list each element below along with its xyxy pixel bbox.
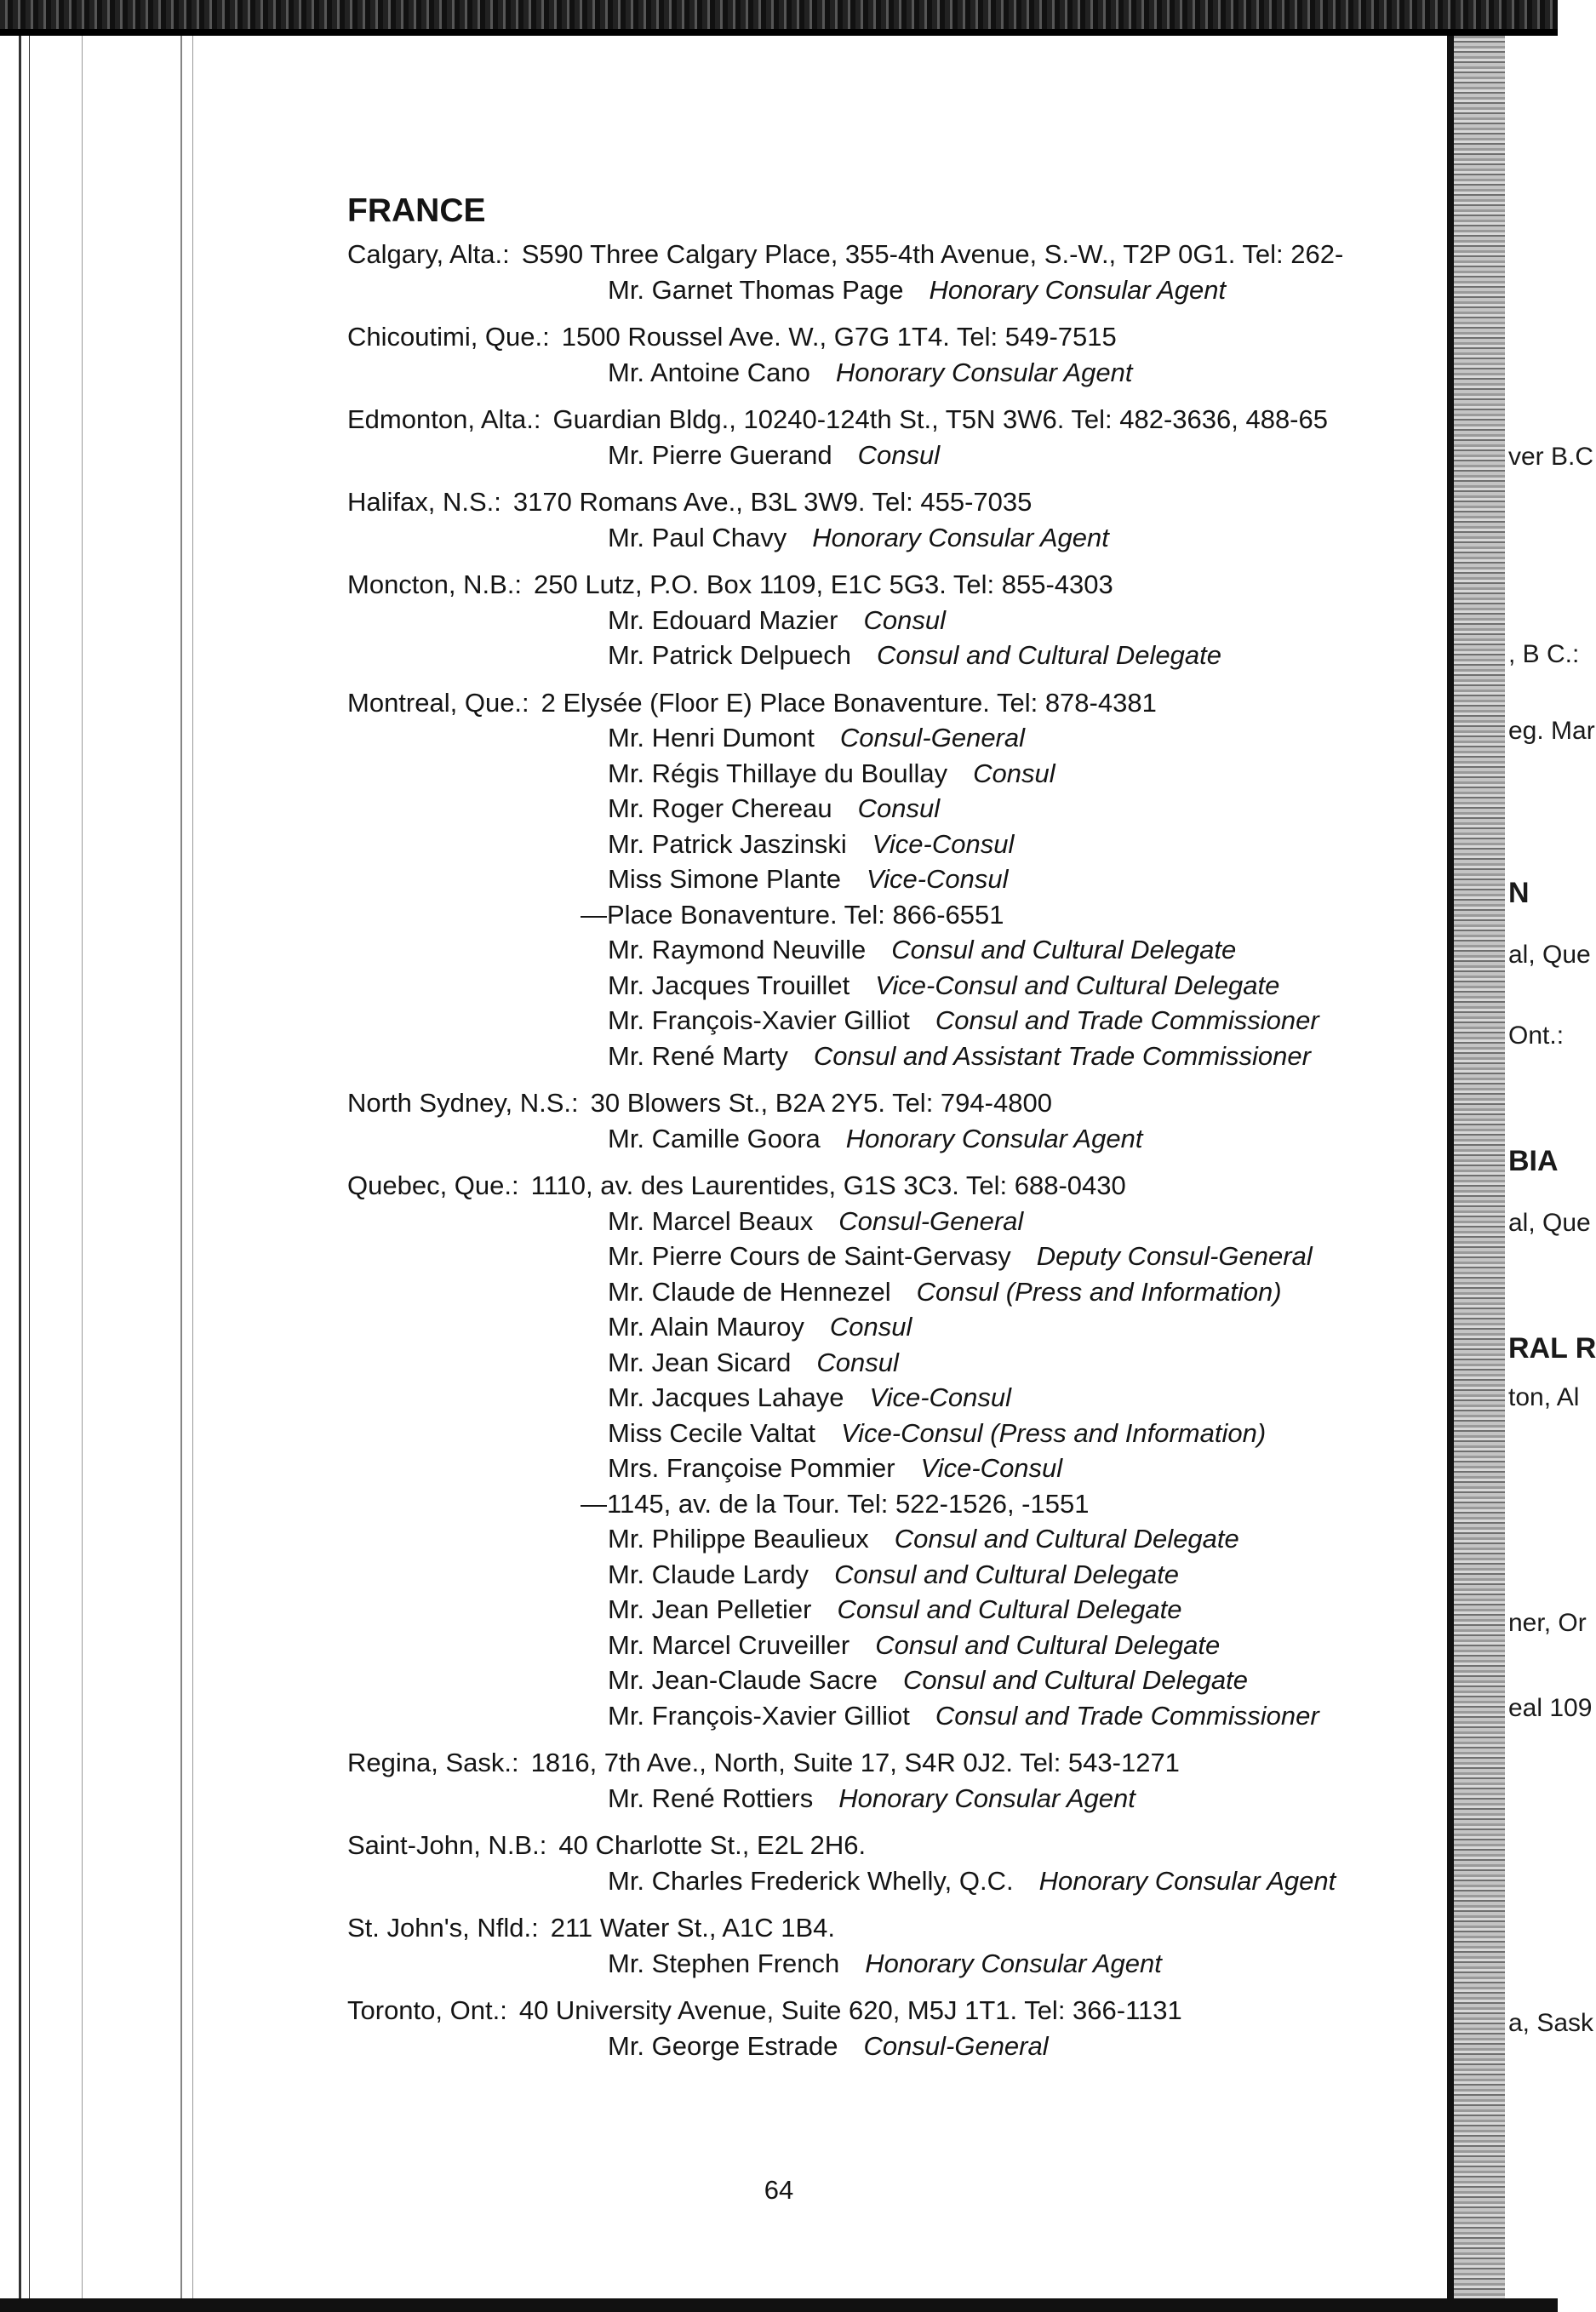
city-label: North Sydney, N.S.: [347,1088,579,1118]
official-row [347,932,1445,968]
consulate-entry [347,685,1445,1074]
official-name: Mr. François-Xavier Gilliot [608,1700,910,1731]
page-edge-shadow [1447,36,1454,2298]
official-role: Consul [857,439,941,470]
city-label: Saint-John, N.B.: [347,1830,547,1860]
consulate-entry [347,567,1445,673]
official-name: Mr. Jacques Trouillet [608,970,850,1000]
official-row [347,1781,1445,1817]
official-name: Mr. Garnet Thomas Page [608,274,904,305]
official-row [347,1628,1445,1663]
official-role: Vice-Consul (Press and Information) [841,1417,1267,1448]
official-row [347,1121,1445,1157]
consulate-address-row [347,567,1445,603]
consulate-address-row [347,1745,1445,1781]
consulate-address-row [347,1085,1445,1121]
official-role: Consul-General [839,723,1026,753]
city-label: Moncton, N.B.: [347,569,523,599]
official-row [347,756,1445,792]
city-label: Regina, Sask.: [347,1748,519,1777]
official-name: Mr. Antoine Cano [608,357,810,387]
official-row [347,791,1445,827]
official-row [347,603,1445,638]
address-text: 1500 Roussel Ave. W., G7G 1T4. Tel: 549-7515 [561,322,1117,352]
official-name: Mr. Jean Pelletier [608,1594,812,1624]
official-name: Mrs. Françoise Pommier [608,1453,895,1483]
official-name: Mr. Claude Lardy [608,1559,809,1589]
official-role: Honorary Consular Agent [845,1123,1143,1153]
official-row [347,1239,1445,1274]
official-role: Consul-General [863,2030,1049,2061]
consulate-address-row [347,319,1445,355]
official-row [347,1274,1445,1310]
official-role: Consul and Cultural Delegate [903,1665,1249,1695]
consulate-address-row [347,1993,1445,2029]
consulate-entry [347,1993,1445,2063]
official-name: Mr. Philippe Beaulieux [608,1524,869,1554]
official-role: Consul and Cultural Delegate [837,1594,1182,1624]
official-row [347,968,1445,1004]
sub-address-text: —Place Bonaventure. Tel: 866-6551 [581,899,1004,930]
address-text: 40 Charlotte St., E2L 2H6. [558,1830,867,1860]
official-name: Mr. René Rottiers [608,1783,814,1813]
city-label: Chicoutimi, Que.: [347,322,550,352]
city-label: Calgary, Alta.: [347,239,510,269]
consulate-entry [347,1085,1445,1156]
official-role: Honorary Consular Agent [838,1783,1136,1813]
adjacent-page-text: RAL R [1508,1332,1596,1365]
official-role: Consul [863,604,946,635]
official-row [347,720,1445,756]
section-title: FRANCE [347,192,486,229]
official-role: Consul and Assistant Trade Commissioner [813,1040,1311,1071]
official-name: Mr. Camille Goora [608,1123,821,1153]
consulate-entry [347,1828,1445,1898]
official-role: Vice-Consul [869,1382,1012,1412]
address-text: 1110, av. des Laurentides, G1S 3C3. Tel: 688-0430 [530,1170,1126,1200]
official-row [347,272,1445,308]
official-row [347,1039,1445,1074]
address-text: 2 Elysée (Floor E) Place Bonaventure. Tel: 878-4381 [541,687,1157,718]
official-name: Mr. François-Xavier Gilliot [608,1005,910,1035]
official-role: Honorary Consular Agent [835,357,1133,387]
city-label: Quebec, Que.: [347,1170,519,1200]
official-name: Mr. Roger Chereau [608,793,832,823]
official-name: Mr. Stephen French [608,1948,840,1978]
official-name: Mr. Raymond Neuville [608,935,867,964]
official-role: Consul [973,758,1055,788]
address-text: 3170 Romans Ave., B3L 3W9. Tel: 455-7035 [512,487,1033,517]
official-role: Honorary Consular Agent [865,1948,1162,1978]
official-row [347,638,1445,673]
official-name: Mr. René Marty [608,1040,788,1071]
adjacent-page-text: Ont.: [1508,1022,1565,1050]
city-label: Montreal, Que.: [347,687,529,718]
official-role: Vice-Consul and Cultural Delegate [875,970,1280,1000]
page-number: 64 [764,2175,794,2205]
official-role: Consul-General [838,1205,1024,1236]
consulate-entry [347,1910,1445,1981]
official-row [347,1521,1445,1557]
official-role: Consul [857,793,941,823]
official-row [347,355,1445,391]
official-name: Mr. Jean-Claude Sacre [608,1665,878,1695]
address-text: S590 Three Calgary Place, 355-4th Avenue, S.-W., T2P 0G1. Tel: 262- [521,239,1344,269]
official-name: Mr. Régis Thillaye du Boullay [608,758,948,788]
official-name: Mr. Claude de Hennezel [608,1276,891,1307]
city-label: Toronto, Ont.: [347,1995,507,2025]
official-role: Consul and Cultural Delegate [891,935,1237,964]
address-text: 40 University Avenue, Suite 620, M5J 1T1. Tel: 366-1131 [518,1995,1182,2025]
official-name: Mr. George Estrade [608,2030,838,2061]
adjacent-page-text: BIA [1508,1145,1559,1177]
city-label: Halifax, N.S.: [347,487,501,517]
official-row [347,1204,1445,1239]
official-name: Mr. Henri Dumont [608,723,815,753]
adjacent-page-text: ner, Or [1508,1609,1587,1637]
official-name: Mr. Jacques Lahaye [608,1382,844,1412]
official-row [347,861,1445,897]
scan-top-border [0,0,1558,36]
official-name: Mr. Patrick Jaszinski [608,828,847,859]
address-text: 30 Blowers St., B2A 2Y5. Tel: 794-4800 [590,1088,1052,1118]
city-label: St. John's, Nfld.: [347,1913,539,1943]
city-label: Edmonton, Alta.: [347,404,541,434]
official-name: Mr. Marcel Beaux [608,1205,814,1236]
official-name: Miss Simone Plante [608,864,841,894]
adjacent-page-text: al, Que [1508,941,1591,969]
official-row [347,1380,1445,1416]
official-role: Honorary Consular Agent [1038,1865,1336,1896]
official-name: Mr. Charles Frederick Whelly, Q.C. [608,1865,1014,1896]
consulate-address-row [347,1828,1445,1863]
official-role: Honorary Consular Agent [812,522,1109,552]
official-role: Consul (Press and Information) [916,1276,1282,1307]
consulate-entry [347,484,1445,555]
official-role: Vice-Consul [866,864,1009,894]
consulate-address-row [347,1910,1445,1946]
official-role: Consul and Cultural Delegate [894,1524,1239,1554]
official-role: Consul [816,1347,899,1377]
official-name: Mr. Pierre Guerand [608,439,832,470]
official-role: Vice-Consul [872,828,1015,859]
official-name: Mr. Pierre Cours de Saint-Gervasy [608,1241,1011,1271]
official-role: Consul and Cultural Delegate [877,640,1221,670]
official-row [347,438,1445,473]
sub-address-text: —1145, av. de la Tour. Tel: 522-1526, -1551 [581,1488,1090,1519]
sub-address-row [347,897,1445,933]
official-role: Consul and Cultural Delegate [834,1559,1180,1589]
official-role: Honorary Consular Agent [929,274,1227,305]
official-row [347,1416,1445,1451]
official-name: Mr. Alain Mauroy [608,1312,804,1342]
consulate-entry [347,319,1445,390]
address-text: 1816, 7th Ave., North, Suite 17, S4R 0J2. Tel: 543-1271 [530,1748,1180,1777]
official-name: Mr. Paul Chavy [608,522,787,552]
official-name: Miss Cecile Valtat [608,1417,816,1448]
address-text: Guardian Bldg., 10240-124th St., T5N 3W6. Tel: 482-3636, 488-65 [552,404,1328,434]
consulate-address-row [347,1168,1445,1204]
official-role: Consul and Trade Commissioner [935,1005,1319,1035]
adjacent-page-text: eg. Mar [1508,717,1595,745]
official-role: Deputy Consul-General [1036,1241,1313,1271]
official-name: Mr. Marcel Cruveiller [608,1629,850,1660]
consulate-entry [347,1745,1445,1816]
consulate-address-row [347,237,1445,272]
consulate-entry [347,237,1445,307]
address-text: 211 Water St., A1C 1B4. [550,1913,836,1943]
page-gutter-noise [1454,36,1505,2298]
official-row [347,520,1445,556]
adjacent-page-text: eal 109 [1508,1694,1593,1722]
consulate-entry [347,402,1445,472]
consulate-address-row [347,402,1445,438]
official-role: Consul and Cultural Delegate [875,1629,1221,1660]
consulate-address-row [347,685,1445,721]
official-row [347,1003,1445,1039]
document-body [347,187,1445,2075]
official-row [347,1592,1445,1628]
official-row [347,1698,1445,1734]
official-name: Mr. Patrick Delpuech [608,640,851,670]
official-name: Mr. Edouard Mazier [608,604,838,635]
official-name: Mr. Jean Sicard [608,1347,792,1377]
address-text: 250 Lutz, P.O. Box 1109, E1C 5G3. Tel: 855-4303 [534,569,1113,599]
sub-address-row [347,1486,1445,1522]
consulate-address-row [347,484,1445,520]
official-row [347,827,1445,862]
official-row [347,1557,1445,1593]
official-row [347,1863,1445,1899]
official-row [347,1345,1445,1381]
adjacent-page-text: a, Sask [1508,2009,1594,2037]
adjacent-page-text: , B C.: [1508,640,1580,668]
consulate-list [347,237,1445,2063]
official-role: Vice-Consul [920,1453,1063,1483]
adjacent-page-text: ver B.C [1508,443,1594,471]
official-row [347,1309,1445,1345]
official-role: Consul [829,1312,912,1342]
official-row [347,1946,1445,1982]
official-role: Consul and Trade Commissioner [935,1700,1319,1731]
binding-margin [0,36,204,2298]
official-row [347,1662,1445,1698]
adjacent-page-text: N [1508,877,1530,909]
official-row [347,1451,1445,1486]
official-row [347,2029,1445,2064]
adjacent-page-text: ton, Al [1508,1383,1580,1411]
adjacent-page-text: al, Que [1508,1209,1591,1237]
scan-bottom-border [0,2298,1558,2312]
adjacent-page-fragment [1505,36,1596,2298]
consulate-entry [347,1168,1445,1733]
